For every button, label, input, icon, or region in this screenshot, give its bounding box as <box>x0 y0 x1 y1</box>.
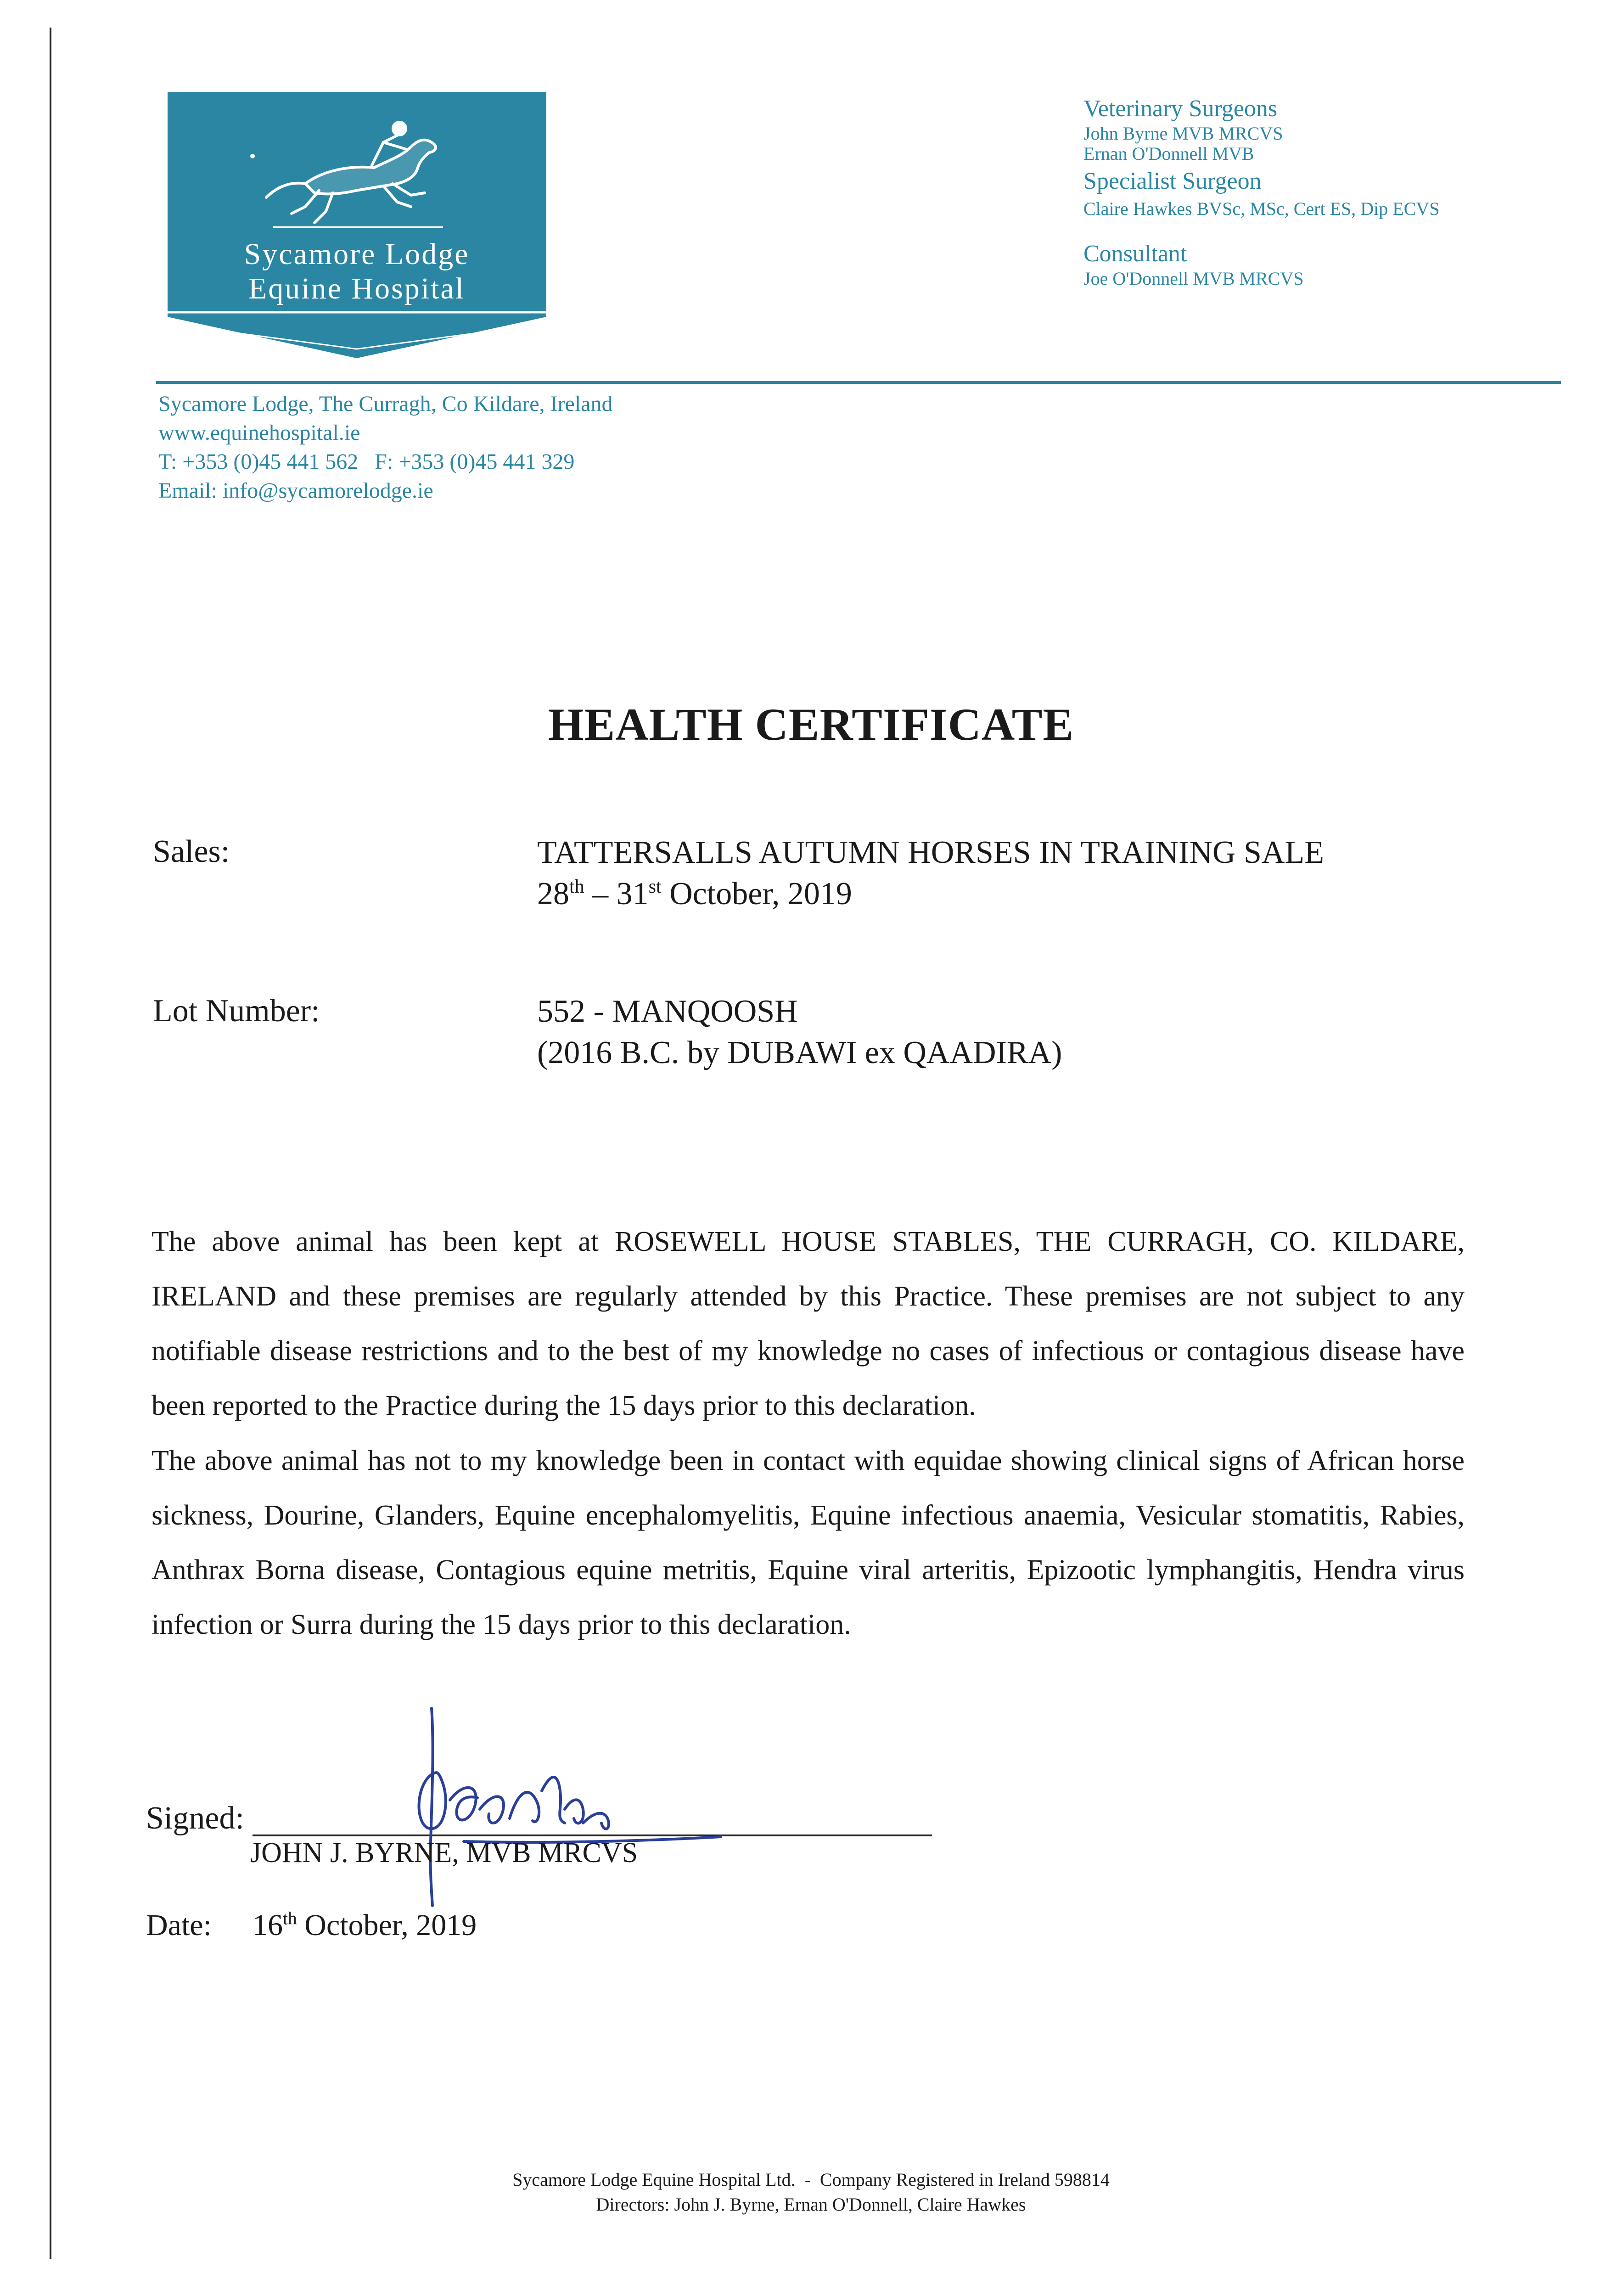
lot-block <box>537 991 1062 1074</box>
certificate-title: HEALTH CERTIFICATE <box>548 699 1074 750</box>
sales-name: TATTERSALLS AUTUMN HORSES IN TRAINING SALE <box>537 835 1324 870</box>
hospital-logo <box>168 92 546 363</box>
phone-fax: T: +353 (0)45 441 562 F: +353 (0)45 441 329 <box>158 450 575 474</box>
staff-name: Joe O'Donnell MVB MRCVS <box>1083 268 1304 289</box>
date-label: Date: <box>146 1908 212 1942</box>
staff-heading-consultant: Consultant <box>1083 241 1187 267</box>
lot-pedigree: (2016 B.C. by DUBAWI ex QAADIRA) <box>537 1035 1062 1070</box>
footer <box>0 2167 1622 2217</box>
staff-name: Claire Hawkes BVSc, MSc, Cert ES, Dip ECVS <box>1083 198 1440 219</box>
address-line: Sycamore Lodge, The Curragh, Co Kildare, Ireland <box>158 392 613 416</box>
declaration-paragraph-2: The above animal has not to my knowledge been in contact with equidae showing clinical signs of African horse sickness, Dourine, Glanders, Equine encephalomyelitis, Equine infectious anaemia, Vesicular stomatitis, Rabies, Anthrax Borna disease, Contagious equine metritis, Equine viral arteritis, Epizootic lymphangitis, Hendra virus infection or Surra during the 15 days prior to this declaration. <box>152 1445 1465 1640</box>
staff-list <box>1083 94 1440 289</box>
logo-text-line1: Sycamore Lodge <box>244 237 470 271</box>
website-link[interactable]: www.equinehospital.ie <box>158 421 360 445</box>
sales-label: Sales: <box>153 834 230 869</box>
sales-dates: 28th – 31st October, 2019 <box>537 876 852 912</box>
address-block <box>158 389 612 505</box>
logo-banner <box>168 92 546 363</box>
staff-name: Ernan O'Donnell MVB <box>1083 143 1254 164</box>
footer-directors: Directors: John J. Byrne, Ernan O'Donnell, Claire Hawkes <box>596 2194 1026 2215</box>
staff-name: John Byrne MVB MRCVS <box>1083 123 1283 144</box>
declaration-paragraph-1: The above animal has been kept at ROSEWELL HOUSE STABLES, THE CURRAGH, CO. KILDARE, IRELAND and these premises are regularly attended by this Practice. These premises are not subject to any notifiable disease restrictions and to the best of my knowledge no cases of infectious or contagious disease have been reported to the Practice during the 15 days prior to this declaration. <box>152 1226 1465 1421</box>
sales-block <box>537 832 1324 915</box>
signatory-name: JOHN J. BYRNE, MVB MRCVS <box>250 1837 638 1868</box>
lot-value: 552 - MANQOOSH <box>537 994 798 1029</box>
letterhead-divider <box>156 381 1561 384</box>
certificate-date: 16th October, 2019 <box>253 1908 477 1942</box>
staff-heading-specialist: Specialist Surgeon <box>1083 168 1262 194</box>
logo-text-line2: Equine Hospital <box>248 272 466 305</box>
scan-edge-line <box>50 28 51 2259</box>
staff-heading-vets: Veterinary Surgeons <box>1083 96 1278 122</box>
email-link[interactable]: Email: info@sycamorelodge.ie <box>158 478 433 503</box>
footer-company: Sycamore Lodge Equine Hospital Ltd. - Company Registered in Ireland 598814 <box>512 2169 1110 2190</box>
lot-label: Lot Number: <box>153 993 320 1029</box>
handwritten-signature <box>399 1704 730 1910</box>
signed-label: Signed: <box>146 1801 244 1836</box>
